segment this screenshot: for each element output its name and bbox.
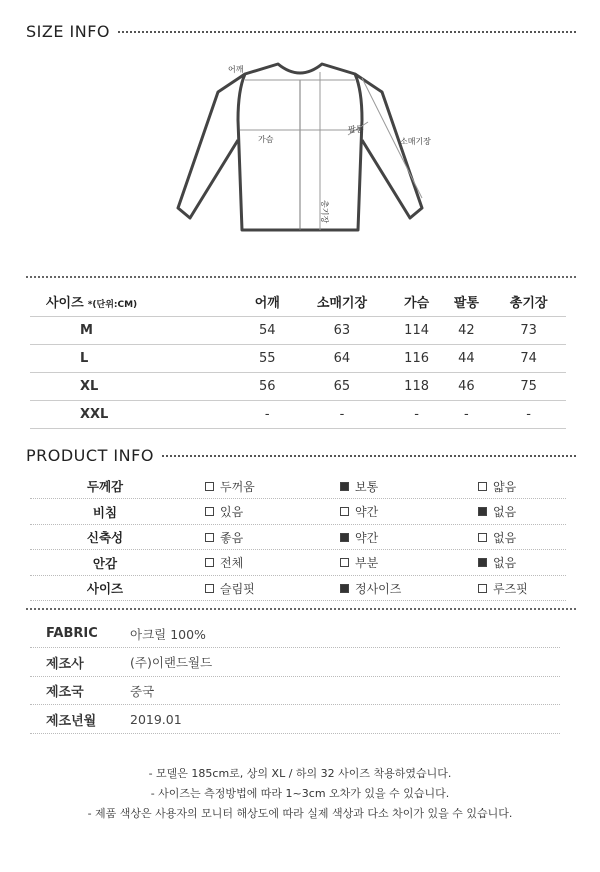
left-sleeve: [178, 74, 245, 218]
option-label: 없음: [493, 556, 517, 570]
option-label: 정사이즈: [355, 581, 402, 596]
table-row: XXL - - - - -: [30, 400, 566, 428]
product-info-row: [30, 500, 566, 525]
option-label: 부분: [355, 556, 379, 570]
note-line: - 사이즈는 측정방법에 따라 1~3cm 오차가 있을 수 있습니다.: [150, 787, 450, 800]
product-info-row: [30, 576, 566, 601]
table-row: M 54 63 114 42 73: [30, 316, 566, 344]
fabric-row: [30, 620, 560, 648]
col-arm-width: 팔통: [441, 288, 491, 316]
fabric-row: [30, 677, 560, 705]
option-label: 없음: [493, 505, 517, 519]
diagram-label-total-length: 총기장: [320, 200, 329, 224]
size-table: [30, 288, 566, 429]
diagram-label-chest: 가슴: [258, 135, 274, 144]
unit-label: *(단위:CM): [87, 300, 138, 311]
divider-1: [26, 276, 576, 278]
fabric-value: 중국: [130, 683, 155, 699]
size-table-header: [30, 288, 566, 316]
unchecked-box-icon: [340, 507, 349, 516]
fabric-key: FABRIC: [46, 626, 98, 641]
diagram-label-shoulder: 어깨: [228, 65, 244, 74]
unchecked-box-icon: [205, 558, 214, 567]
product-info-row: [30, 525, 566, 550]
option-label: 보통: [355, 479, 379, 494]
product-info-option: [205, 478, 255, 495]
fabric-key: 제조국: [46, 685, 84, 700]
table-row: L 55 64 116 44 74: [30, 344, 566, 372]
unchecked-box-icon: [478, 584, 487, 593]
unchecked-box-icon: [205, 482, 214, 491]
product-info-option: [478, 529, 516, 546]
title-dotted-line: [162, 455, 576, 457]
product-info-option: [478, 580, 528, 597]
product-info-label: 두께감: [86, 479, 124, 494]
option-label: 슬림핏: [220, 581, 255, 596]
product-info-title: PRODUCT INFO: [26, 446, 154, 465]
fabric-value: (주)이랜드월드: [130, 655, 213, 670]
option-label: 약간: [355, 505, 379, 519]
divider-2: [26, 608, 576, 610]
product-info-option: [340, 554, 378, 571]
size-info-title: SIZE INFO: [26, 22, 111, 41]
product-info-label: 안감: [92, 555, 118, 571]
product-info-option: [205, 529, 243, 546]
product-info-option: [205, 503, 243, 520]
product-info-row: [30, 551, 566, 576]
checked-box-icon: [478, 558, 487, 567]
fabric-key: 제조년월: [46, 713, 97, 729]
option-label: 있음: [220, 505, 244, 519]
fabric-value: 2019.01: [130, 711, 182, 727]
option-label: 루즈핏: [493, 581, 528, 596]
unchecked-box-icon: [340, 558, 349, 567]
product-info-row: [30, 474, 566, 499]
option-label: 약간: [355, 530, 379, 545]
unchecked-box-icon: [478, 533, 487, 542]
product-info-option: [478, 554, 516, 571]
garment-measurement-diagram: [150, 50, 450, 250]
product-info-option: [205, 554, 243, 571]
diagram-label-arm-width: 팔통: [348, 125, 364, 134]
unchecked-box-icon: [205, 507, 214, 516]
option-label: 얇음: [493, 479, 517, 494]
product-info-option: [340, 478, 378, 495]
option-label: 좋음: [220, 530, 244, 545]
fabric-key: 제조사: [46, 656, 84, 672]
product-info-option: [478, 503, 516, 520]
checked-box-icon: [340, 533, 349, 542]
col-shoulder: 어깨: [242, 288, 292, 316]
note-line: - 제품 색상은 사용자의 모니터 해상도에 따라 실제 색상과 다소 차이가 있을 수 있습니다.: [87, 807, 513, 820]
fabric-row: [30, 649, 560, 677]
diagram-label-sleeve-length: 소매기장: [400, 137, 431, 146]
product-info-label: 신축성: [86, 530, 124, 545]
option-label: 전체: [220, 556, 244, 570]
checked-box-icon: [340, 482, 349, 491]
title-dotted-line: [118, 31, 576, 33]
option-label: 없음: [493, 530, 517, 545]
unchecked-box-icon: [205, 584, 214, 593]
col-total-length: 총기장: [491, 288, 566, 316]
checked-box-icon: [340, 584, 349, 593]
product-info-option: [340, 503, 378, 520]
product-info-option: [205, 580, 255, 597]
product-info-label: 비침: [92, 504, 118, 520]
unchecked-box-icon: [478, 482, 487, 491]
product-info-option: [478, 478, 516, 495]
fabric-value: 아크릴 100%: [130, 626, 206, 642]
product-info-option: [340, 580, 401, 597]
product-info-header: [26, 446, 576, 465]
col-chest: 가슴: [392, 288, 442, 316]
fabric-row: [30, 706, 560, 734]
checked-box-icon: [478, 507, 487, 516]
product-info-label: 사이즈: [86, 581, 124, 596]
right-sleeve: [355, 74, 422, 218]
option-label: 두꺼움: [220, 479, 255, 494]
product-info-option: [340, 529, 378, 546]
table-row: XL 56 65 118 46 75: [30, 372, 566, 400]
col-sleeve-length: 소매기장: [292, 288, 392, 316]
note-line: - 모델은 185cm로, 상의 XL / 하의 32 사이즈 착용하였습니다.: [148, 767, 452, 780]
size-info-header: [26, 22, 576, 41]
unchecked-box-icon: [205, 533, 214, 542]
notes: [0, 764, 600, 824]
size-col-header: 사이즈 *(단위:CM): [30, 288, 242, 316]
